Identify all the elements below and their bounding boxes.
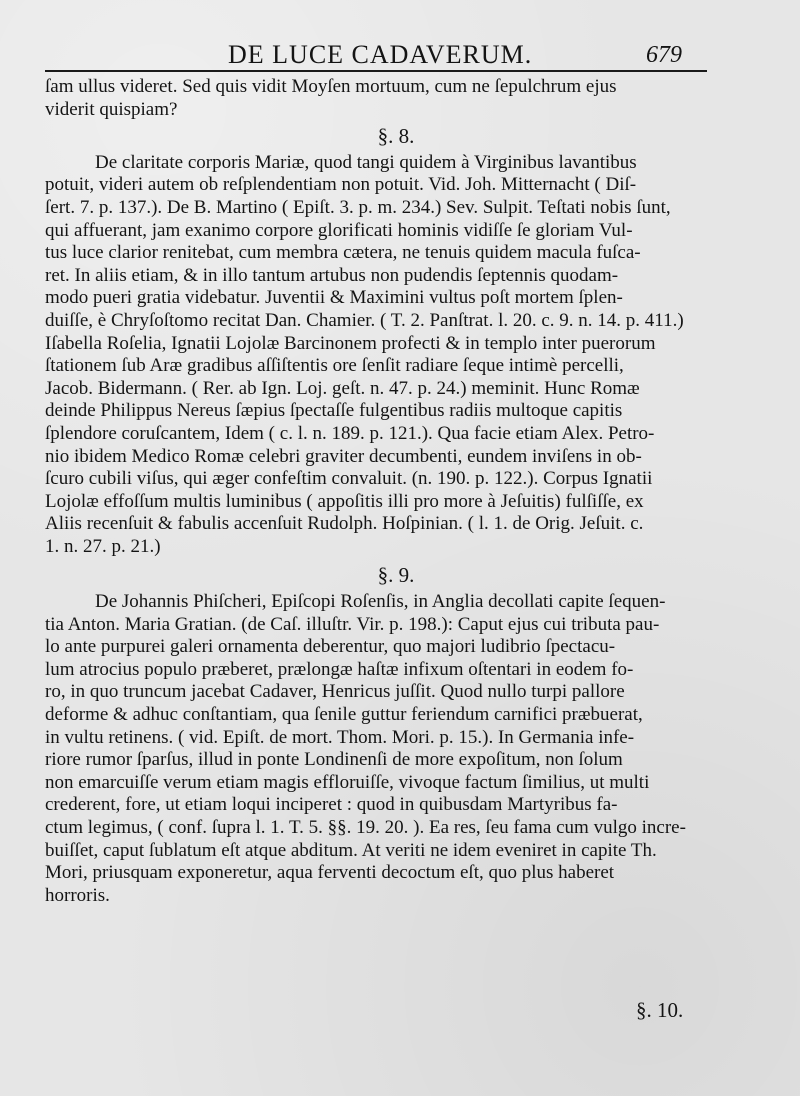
- text-line: buiſſet, caput ſublatum eſt atque abditum. At veriti ne idem eveniret in capite Th.: [45, 839, 657, 861]
- text-line: ro, in quo truncum jacebat Cadaver, Henricus juſſit. Quod nullo turpi pallore: [45, 681, 625, 703]
- text-line: viderit quispiam?: [45, 98, 178, 120]
- text-line: deinde Philippus Nereus ſæpius ſpectaſſe fulgentibus radiis multoque capitis: [45, 400, 623, 422]
- section-heading-9: §. 9.: [377, 563, 415, 588]
- text-line: lo ante purpurei galeri ornamenta deberentur, quo majori ludibrio ſpectacu-: [45, 636, 616, 658]
- text-line: ſcuro cubili viſus, qui æger confeſtim convaluit. (n. 190. p. 122.). Corpus Ignatii: [45, 468, 653, 490]
- text-line: Mori, priusquam exponeretur, aqua ferventi decoctum eſt, quo plus haberet: [45, 862, 615, 884]
- text-line: nio ibidem Medico Romæ celebri graviter decumbenti, eundem inviſens in ob-: [45, 445, 642, 467]
- catchword: §. 10.: [636, 998, 684, 1022]
- page-number: 679: [646, 42, 682, 68]
- text-line: ſam ullus videret. Sed quis vidit Moyſen mortuum, cum ne ſepulchrum ejus: [45, 76, 617, 97]
- text-line: Aliis recenſuit & fabulis accenſuit Rudolph. Hoſpinian. ( l. 1. de Orig. Jeſuit. c.: [45, 513, 644, 535]
- header-rule: [45, 70, 707, 72]
- text-line: riore rumor ſparſus, illud in ponte Londinenſi de more expoſitum, non ſolum: [45, 749, 623, 771]
- text-line: in vultu retinens. ( vid. Epiſt. de mort. Thom. Mori. p. 15.). In Germania infe-: [45, 726, 635, 748]
- text-line: crederent, fore, ut etiam loqui inciperet : quod in quibusdam Martyribus fa-: [45, 794, 618, 816]
- text-line: ctum legimus, ( conf. ſupra l. 1. T. 5. §§. 19. 20. ). Ea res, ſeu fama cum vulgo incre-: [45, 817, 686, 838]
- running-title: DE LUCE CADAVERUM.: [228, 40, 533, 69]
- text-line: ſert. 7. p. 137.). De B. Martino ( Epiſt. 3. p. m. 234.) Sev. Sulpit. Teſtati nobis ſunt,: [45, 196, 671, 218]
- text-line: De Johannis Phiſcheri, Epiſcopi Roſenſis, in Anglia decollati capite ſequen-: [95, 591, 666, 613]
- text-line: ſplendore coruſcantem, Idem ( c. l. n. 189. p. 121.). Qua facie etiam Alex. Petro-: [45, 422, 655, 444]
- text-line: De claritate corporis Mariæ, quod tangi quidem à Virginibus lavantibus: [95, 151, 637, 173]
- text-line: non emarcuiſſe verum etiam magis effloruiſſe, vivoque factum ſimilius, ut multi: [45, 771, 650, 793]
- text-line: Lojolæ effoſſum multis luminibus ( appoſitis illi pro more à Jeſuitis) fulſiſſe, ex: [45, 490, 644, 512]
- section-heading-8: §. 8.: [377, 124, 415, 149]
- text-line: ſtationem ſub Aræ gradibus aſſiſtentis ore ſenſit radiare ſeque intimè percelli,: [45, 355, 624, 377]
- text-line: potuit, videri autem ob reſplendentiam non potuit. Vid. Joh. Mitternacht ( Diſ-: [45, 174, 637, 196]
- text-line: ret. In aliis etiam, & in illo tantum artubus non pudendis ſeptennis quodam-: [45, 264, 619, 286]
- text-line: lum atrocius populo præberet, prælongæ haſtæ infixum oſtentari in eodem fo-: [45, 658, 634, 680]
- text-line: tia Anton. Maria Gratian. (de Caſ. illuſtr. Vir. p. 198.): Caput ejus cui tributa pau-: [45, 613, 660, 635]
- text-line: Jacob. Bidermann. ( Rer. ab Ign. Loj. geſt. n. 47. p. 24.) meminit. Hunc Romæ: [45, 377, 640, 399]
- page-body: [45, 76, 707, 907]
- text-line: tus luce clarior renitebat, cum membra cætera, ne tenuis quidem macula fuſca-: [45, 242, 641, 264]
- text-line: modo pueri gratia videbatur. Juventii & Maximini vultus poſt mortem ſplen-: [45, 287, 623, 309]
- text-line: deforme & adhuc conſtantiam, qua ſenile guttur feriendum carnifici præbuerat,: [45, 704, 643, 726]
- text-line: qui affuerant, jam exanimo corpore glorificati hominis vidiſſe ſe gloriam Vul-: [45, 219, 633, 241]
- text-line: horroris.: [45, 884, 110, 906]
- text-line: duiſſe, è Chryſoſtomo recitat Dan. Chamier. ( T. 2. Panſtrat. l. 20. c. 9. n. 14. p. 411.): [45, 309, 684, 331]
- page-header: [0, 40, 800, 74]
- text-line: 1. n. 27. p. 21.): [45, 535, 161, 557]
- text-line: Iſabella Roſelia, Ignatii Lojolæ Barcinonem profecti & in templo inter puerorum: [45, 332, 656, 354]
